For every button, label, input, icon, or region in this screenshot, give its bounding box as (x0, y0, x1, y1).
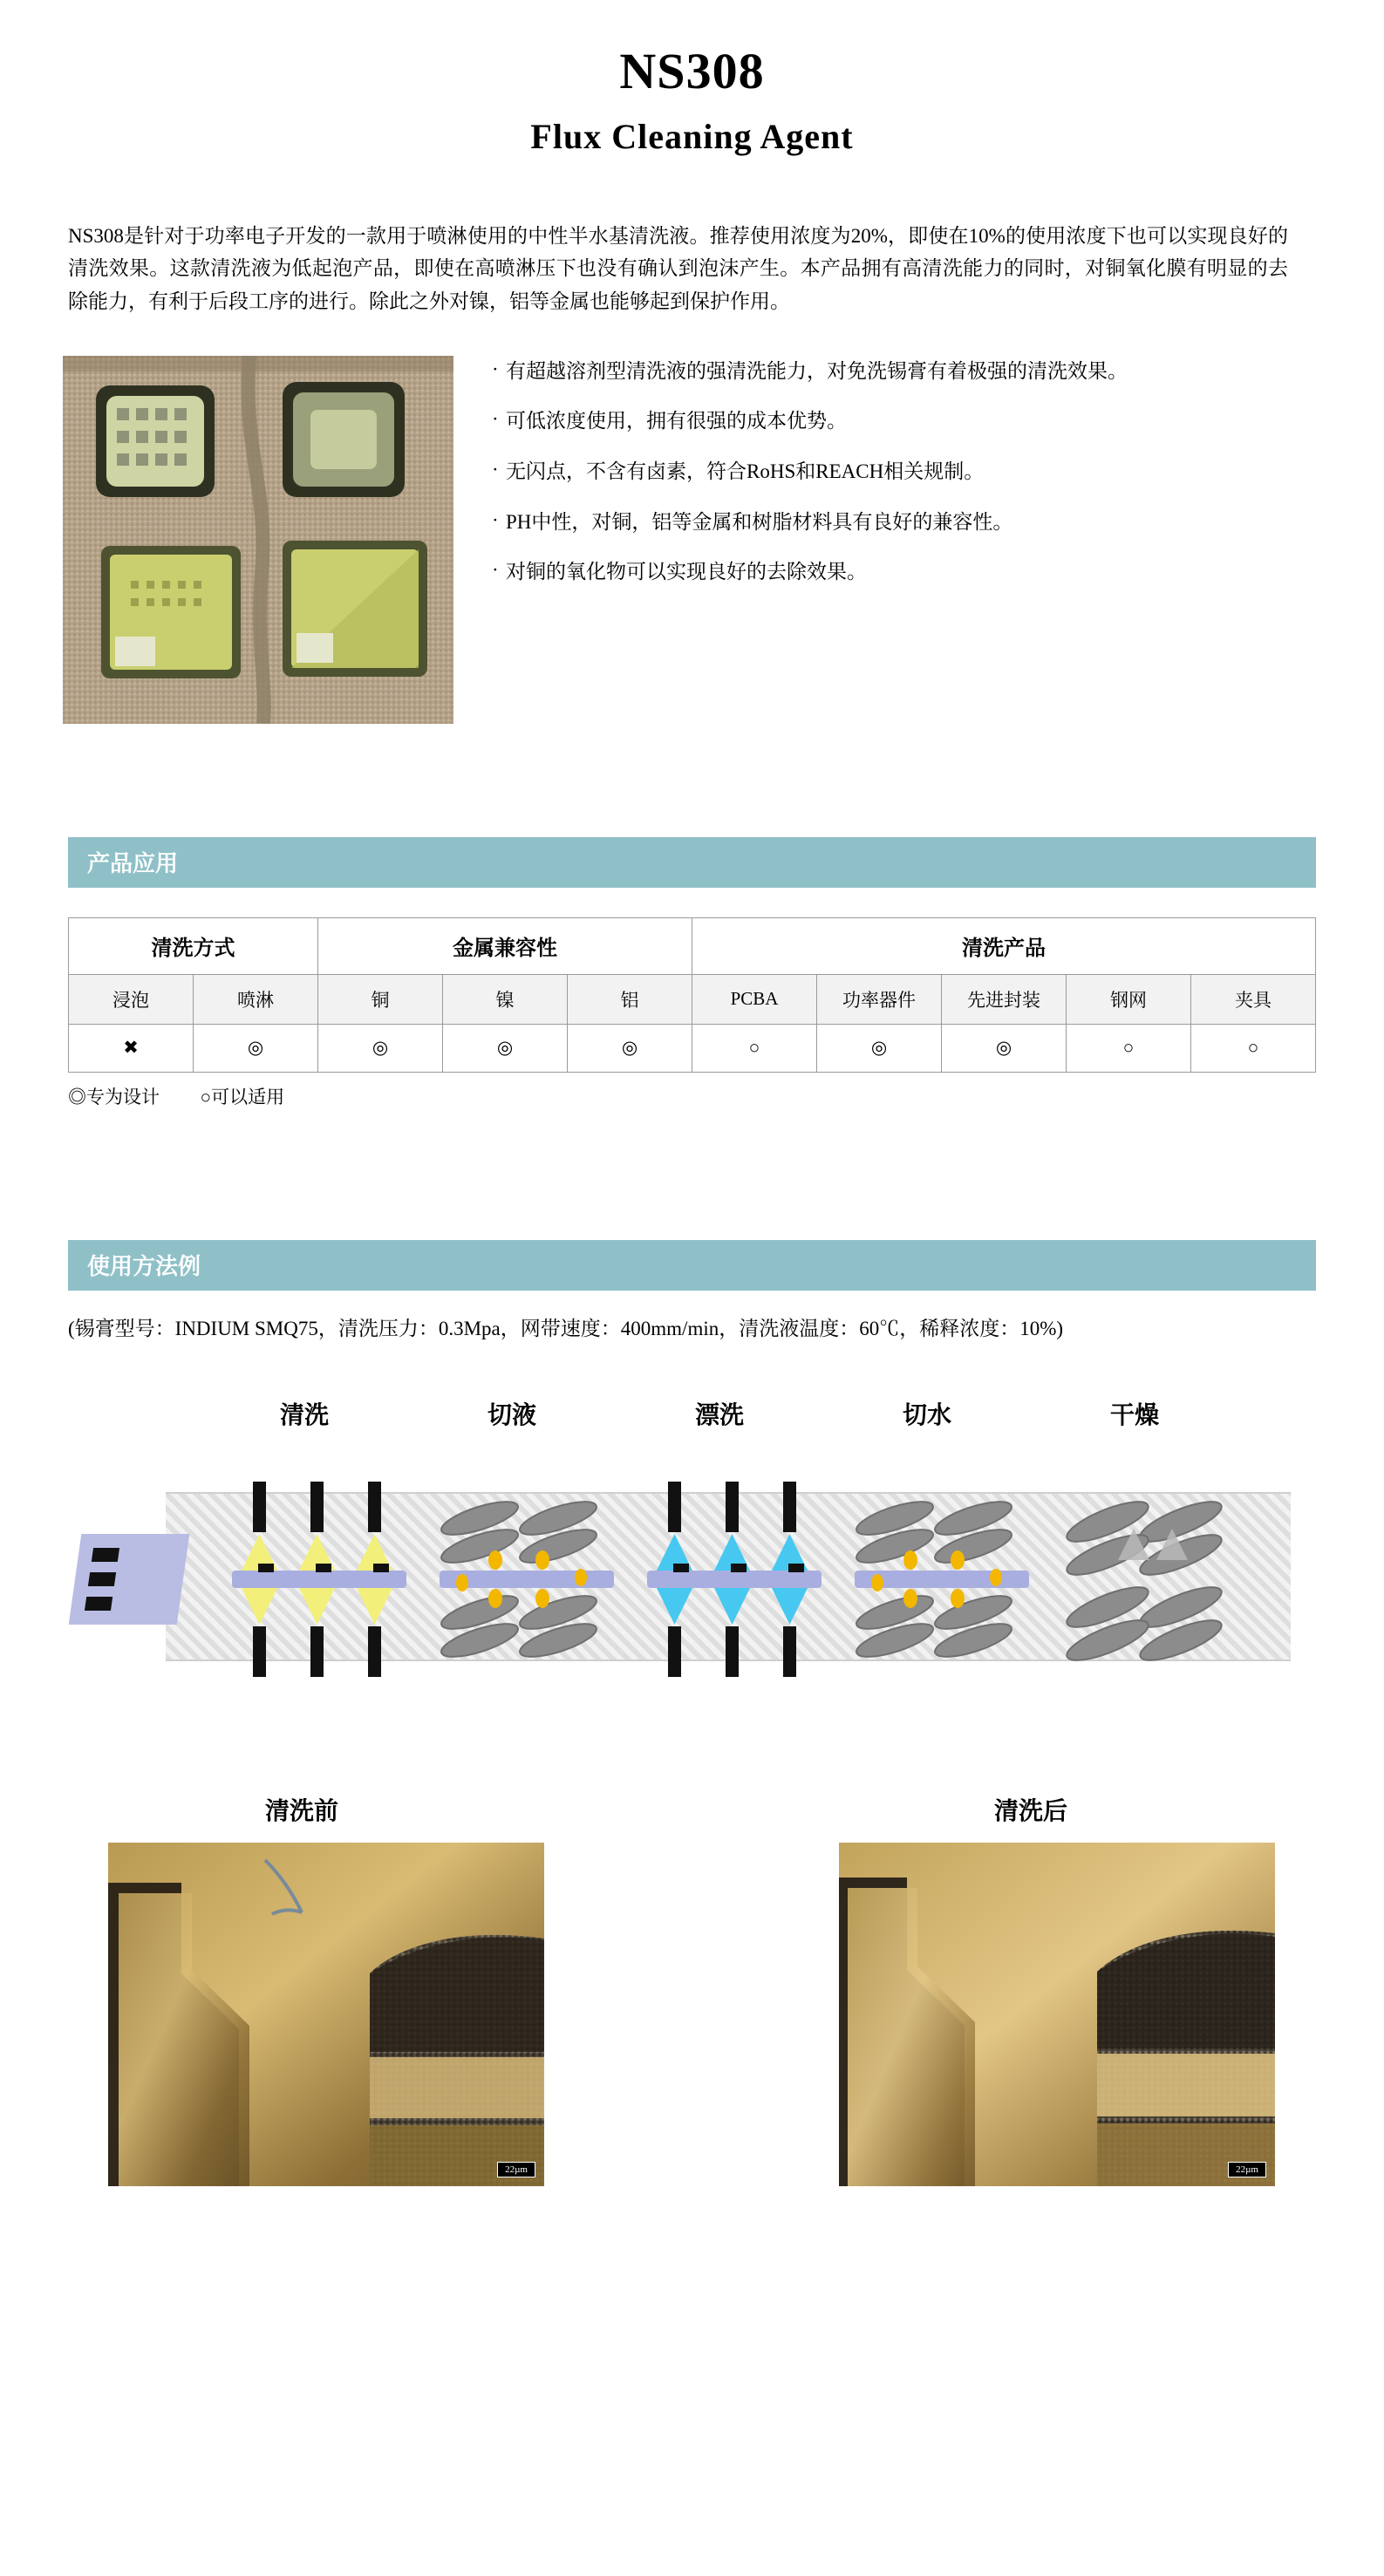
scale-bar-before: 22µm (497, 2162, 535, 2177)
section-header-method (68, 1240, 1316, 1291)
stage-rinse-graphic (635, 1480, 842, 1680)
comparison-labels (0, 1792, 1384, 1830)
stage-drain-water-graphic (842, 1480, 1050, 1680)
stage-label-wash: 清洗 (279, 1401, 329, 1429)
table-group-row (69, 917, 1316, 974)
feature-section (0, 356, 1384, 724)
legend-applicable: ○可以适用 (200, 1086, 285, 1107)
scale-bar-after: 22µm (1228, 2162, 1266, 2177)
section-title-method: 使用方法例 (87, 1254, 201, 1280)
table-legend (68, 1083, 1316, 1109)
page-subtitle: Flux Cleaning Agent (530, 117, 854, 156)
table-cell: ◎ (942, 1024, 1067, 1072)
feature-bullet: · 对铜的氧化物可以实现良好的去除效果。 (492, 556, 1332, 588)
process-diagram (0, 1396, 1384, 1745)
stage-label-dry: 干燥 (1109, 1401, 1159, 1429)
panel-chip (92, 1548, 119, 1562)
micrograph-before (108, 1843, 544, 2186)
table-cell: ✖ (69, 1024, 194, 1072)
column-header: PCBA (692, 974, 817, 1024)
group-header-cleaning-method: 清洗方式 (69, 917, 318, 974)
group-header-cleaning-products: 清洗产品 (692, 917, 1316, 974)
table-cell: ○ (1191, 1024, 1316, 1072)
column-header: 先进封装 (942, 974, 1067, 1024)
table-cell: ◎ (817, 1024, 942, 1072)
label-before: 清洗前 (265, 1797, 339, 1825)
table-cell: ◎ (194, 1024, 318, 1072)
stage-label-drain-liquid: 切液 (487, 1401, 536, 1429)
application-table (68, 917, 1316, 1073)
table-row (69, 1024, 1316, 1072)
feature-bullet: · 有超越溶剂型清洗液的强清洗能力，对免洗锡膏有着极强的清洗效果。 (492, 356, 1332, 387)
table-cell: ○ (692, 1024, 817, 1072)
column-header: 功率器件 (817, 974, 942, 1024)
feature-bullets (492, 356, 1332, 607)
legend-designed: ◎专为设计 (68, 1086, 160, 1107)
table-header-row (69, 974, 1316, 1024)
document-page (0, 42, 1384, 2576)
feature-bullet: · PH中性，对铜，铝等金属和树脂材料具有良好的兼容性。 (492, 507, 1332, 538)
feature-bullet: · 无闪点，不含有卤素，符合RoHS和REACH相关规制。 (492, 456, 1332, 487)
micrograph-before-graphic (108, 1843, 544, 2186)
table-cell: ○ (1067, 1024, 1191, 1072)
micrograph-after-graphic (839, 1843, 1275, 2186)
pcb-photo-graphic (63, 356, 453, 724)
column-header: 钢网 (1067, 974, 1191, 1024)
column-header: 铜 (318, 974, 443, 1024)
column-header: 喷淋 (194, 974, 318, 1024)
stage-wash-graphic (220, 1480, 427, 1680)
intro-paragraph: NS308是针对于功率电子开发的一款用于喷淋使用的中性半水基清洗液。推荐使用浓度为20%，即使在10%的使用浓度下也可以实现良好的清洗效果。这款清洗液为低起泡产品，即使在高喷淋压下也没有确认到泡沫产生。本产品拥有高清洗能力的同时，对铜氧化膜有明显的去除能力，有利于后段工序的进行。除此之外对镍，铝等金属也能够起到保护作用。 (68, 225, 1288, 312)
page-title: NS308 (619, 43, 765, 99)
panel-chip (88, 1572, 116, 1586)
comparison-images (0, 1843, 1384, 2195)
column-header: 镍 (443, 974, 568, 1024)
panel-chip (85, 1597, 112, 1611)
stage-dry-graphic (1050, 1480, 1258, 1680)
label-after: 清洗后 (994, 1797, 1068, 1825)
group-header-metal-compat: 金属兼容性 (318, 917, 692, 974)
stage-label-rinse: 漂洗 (694, 1401, 744, 1429)
column-header: 铝 (568, 974, 692, 1024)
table-cell: ◎ (568, 1024, 692, 1072)
input-panel (69, 1534, 190, 1625)
table-cell: ◎ (443, 1024, 568, 1072)
stage-label-drain-water: 切水 (902, 1401, 951, 1429)
stage-drain-liquid-graphic (427, 1480, 635, 1680)
process-stage-labels (201, 1396, 1238, 1431)
column-header: 浸泡 (69, 974, 194, 1024)
column-header: 夹具 (1191, 974, 1316, 1024)
section-title-application: 产品应用 (87, 851, 179, 877)
method-conditions-note: (锡膏型号：INDIUM SMQ75，清洗压力：0.3Mpa，网带速度：400mm/min，清洗液温度：60℃，稀释浓度：10%) (68, 1317, 1064, 1339)
feature-bullet: · 可低浓度使用，拥有很强的成本优势。 (492, 405, 1332, 437)
table-cell: ◎ (318, 1024, 443, 1072)
pcb-photo (63, 356, 453, 724)
micrograph-after (839, 1843, 1275, 2186)
section-header-application (68, 837, 1316, 888)
